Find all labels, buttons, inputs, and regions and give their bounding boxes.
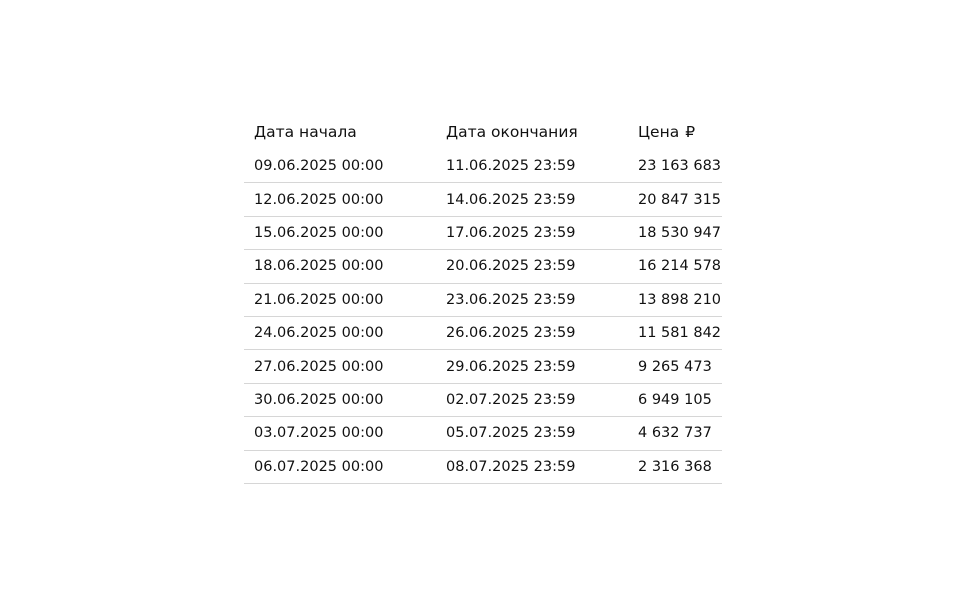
table-row [244,317,722,350]
price-cell: 23 163 683 [638,158,722,175]
end-date-cell: 26.06.2025 23:59 [446,325,576,342]
table-row [244,284,722,317]
end-date-cell: 23.06.2025 23:59 [446,291,576,308]
start-date-cell: 06.07.2025 00:00 [254,458,384,475]
start-date-cell: 24.06.2025 00:00 [254,325,384,342]
price-cell: 20 847 315 [638,191,722,208]
end-date-cell: 02.07.2025 23:59 [446,391,576,408]
end-date-cell: 05.07.2025 23:59 [446,425,576,442]
start-date-cell: 12.06.2025 00:00 [254,191,384,208]
table-row [244,217,722,250]
table-row [244,150,722,183]
table-row [244,417,722,450]
table-header [244,114,722,150]
price-cell: 9 265 473 [638,358,712,375]
price-cell: 6 949 105 [638,391,712,408]
price-cell: 2 316 368 [638,458,712,475]
header-price-label: Цена [638,123,680,141]
header-end-date: Дата окончания [446,123,578,141]
table-row [244,451,722,484]
end-date-cell: 11.06.2025 23:59 [446,158,576,175]
end-date-cell: 08.07.2025 23:59 [446,458,576,475]
start-date-cell: 09.06.2025 00:00 [254,158,384,175]
header-price [628,123,722,141]
end-date-cell: 14.06.2025 23:59 [446,191,576,208]
start-date-cell: 27.06.2025 00:00 [254,358,384,375]
price-cell: 13 898 210 [638,291,722,308]
price-cell: 4 632 737 [638,425,712,442]
ruble-currency-symbol: ₽ [685,123,696,141]
end-date-cell: 20.06.2025 23:59 [446,258,576,275]
table-row [244,183,722,216]
start-date-cell: 15.06.2025 00:00 [254,224,384,241]
price-cell: 18 530 947 [638,224,722,241]
end-date-cell: 29.06.2025 23:59 [446,358,576,375]
start-date-cell: 21.06.2025 00:00 [254,291,384,308]
start-date-cell: 30.06.2025 00:00 [254,391,384,408]
end-date-cell: 17.06.2025 23:59 [446,224,576,241]
table-row [244,250,722,283]
price-cell: 16 214 578 [638,258,722,275]
table-row [244,350,722,383]
header-start-date: Дата начала [254,123,357,141]
start-date-cell: 03.07.2025 00:00 [254,425,384,442]
price-schedule-table [244,114,722,484]
price-cell: 11 581 842 [638,325,722,342]
table-row [244,384,722,417]
start-date-cell: 18.06.2025 00:00 [254,258,384,275]
